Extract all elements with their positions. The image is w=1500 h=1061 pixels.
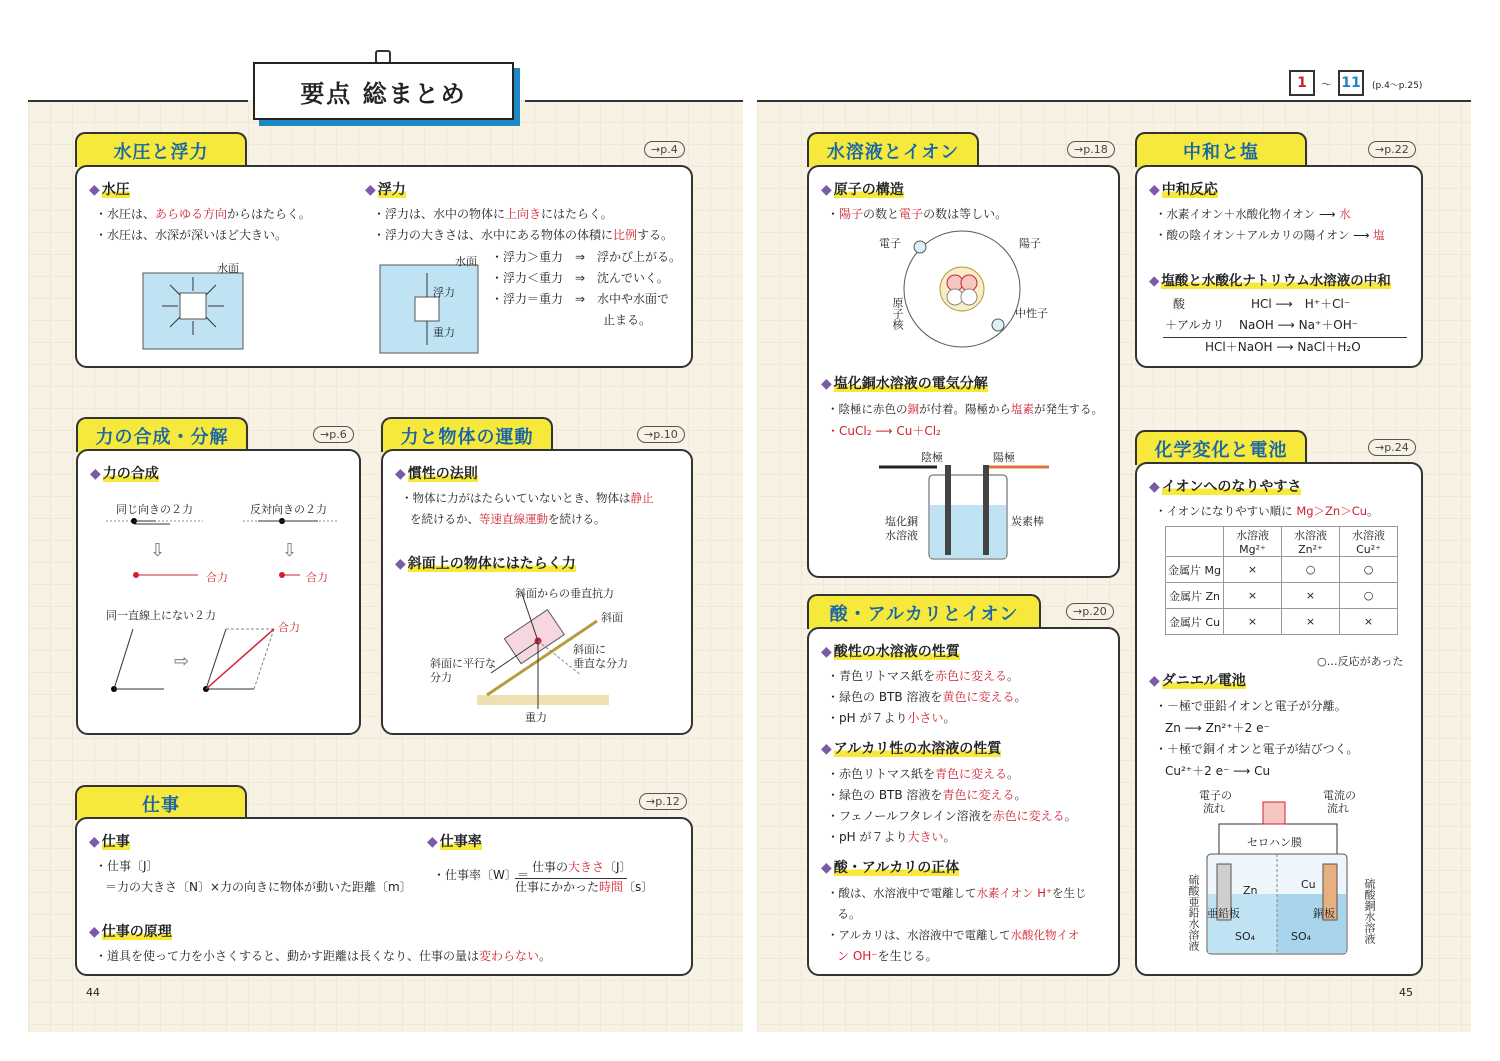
- label-gravity-slope: 重力: [525, 711, 547, 724]
- heading-gousei: ◆ 力の合成: [90, 463, 159, 483]
- table-row-label: 金属片 Mg: [1166, 557, 1224, 583]
- page-title: 要点 総まとめ: [253, 62, 514, 120]
- table-cell: ×: [1282, 583, 1340, 609]
- table-cell: ×: [1340, 609, 1398, 635]
- table-cell: ○: [1340, 557, 1398, 583]
- label-parallel-2: 分力: [430, 671, 452, 684]
- label-neutron: 中性子: [1015, 307, 1048, 320]
- table-header: 水溶液 Zn²⁺: [1282, 527, 1340, 557]
- text-kansei-2: を続けるか、等速直線運動を続ける。: [410, 512, 606, 526]
- tab-sanalk: 酸・アルカリとイオン: [807, 594, 1041, 629]
- table-cell: ○: [1282, 557, 1340, 583]
- text-compare-3: ・浮力＝重力 ⇒ 水中や水面で: [491, 292, 670, 306]
- ion-tendency-table: [1165, 526, 1398, 635]
- ref-p24[interactable]: →p.24: [1368, 439, 1416, 456]
- label-electron: 電子: [879, 237, 901, 250]
- table-row-label: 金属片 Cu: [1166, 609, 1224, 635]
- label-electron-flow-1: 電子の: [1199, 789, 1232, 802]
- label-not-collinear: 同一直線上にない２力: [106, 609, 216, 622]
- ref-p22[interactable]: →p.22: [1368, 141, 1416, 158]
- ref-p12[interactable]: →p.12: [639, 793, 687, 810]
- text-neutral-eq: HCl＋NaOH ⟶ NaCl＋H₂O: [1205, 340, 1361, 354]
- text-compare-1: ・浮力＞重力 ⇒ 浮かび上がる。: [491, 250, 682, 264]
- text-shotai-2b: ン OH⁻を生じる。: [837, 949, 938, 963]
- label-resultant-2: 合力: [306, 571, 328, 584]
- heading-chuwa: ◆ 中和反応: [1149, 179, 1218, 199]
- fraction-denominator: 仕事にかかった時間〔s〕: [515, 880, 654, 894]
- label-electron-flow-2: 流れ: [1203, 802, 1225, 815]
- label-carbon-rod: 炭素棒: [1011, 515, 1044, 528]
- heading-ensan: ◆ 塩酸と水酸化ナトリウム水溶液の中和: [1149, 269, 1391, 289]
- label-zinc-sulfate: 硫酸亜鉛水溶液: [1187, 874, 1200, 951]
- page-number-left: 44: [86, 986, 100, 999]
- table-header: 水溶液 Cu²⁺: [1340, 527, 1398, 557]
- heading-genri: ◆ 仕事の原理: [89, 921, 172, 941]
- label-cellophane: セロハン膜: [1247, 836, 1302, 849]
- table-corner: [1166, 527, 1224, 557]
- tab-undou: 力と物体の運動: [381, 417, 553, 452]
- card-ion: [807, 165, 1120, 578]
- text-chuwa-1: ・水素イオン＋水酸化物イオン ⟶ 水: [1155, 207, 1351, 221]
- card-undou: [381, 449, 693, 735]
- label-perp-2: 垂直な分力: [573, 657, 628, 670]
- text-kansei-1: ・物体に力がはたらいていないとき、物体は静止: [401, 491, 654, 505]
- ref-p6[interactable]: →p.6: [313, 426, 354, 443]
- label-solution-2: 水溶液: [885, 529, 918, 542]
- ref-p20[interactable]: →p.20: [1066, 603, 1114, 620]
- svg-text:⇨: ⇨: [174, 651, 190, 672]
- heading-ion-nari: ◆ イオンへのなりやすさ: [1149, 476, 1301, 496]
- range-from-box: 1: [1289, 70, 1315, 96]
- label-slope: 斜面: [601, 611, 623, 624]
- heading-shigotoritsu: ◆ 仕事率: [427, 831, 482, 851]
- text-sansei-3: ・pH が７より小さい。: [827, 711, 956, 725]
- label-copper-plate: 銅板: [1313, 907, 1335, 920]
- card-chikara: [76, 449, 361, 735]
- ref-p18[interactable]: →p.18: [1067, 141, 1115, 158]
- label-resultant-1: 合力: [206, 571, 228, 584]
- range-tilde: 〜: [1321, 78, 1332, 91]
- text-compare-2: ・浮力＜重力 ⇒ 沈んでいく。: [491, 271, 669, 285]
- text-chuwa-2: ・酸の陰イオン＋アルカリの陽イオン ⟶ 塩: [1155, 228, 1385, 242]
- label-perp-1: 斜面に: [573, 643, 606, 656]
- label-current-flow-2: 流れ: [1327, 802, 1349, 815]
- ref-p4[interactable]: →p.4: [644, 141, 685, 158]
- text-shotai-2: ・アルカリは、水溶液中で電離して水酸化物イオ: [827, 928, 1080, 942]
- label-proton: 陽子: [1019, 237, 1041, 250]
- electrolysis-diagram: [879, 455, 1059, 565]
- text-alkali-label: ＋アルカリ: [1165, 318, 1225, 332]
- heading-alkali: ◆ アルカリ性の水溶液の性質: [821, 738, 1001, 758]
- heading-furyoku: ◆ 浮力: [365, 179, 406, 199]
- tab-chuwa: 中和と塩: [1135, 132, 1307, 167]
- card-sanalk: [807, 627, 1120, 976]
- text-shigoto-2: ＝力の大きさ〔N〕×力の向きに物体が動いた距離〔m〕: [105, 880, 412, 894]
- label-parallel-1: 斜面に平行な: [430, 657, 496, 670]
- range-to-box: 11: [1338, 70, 1364, 96]
- svg-text:⇩: ⇩: [282, 540, 298, 561]
- text-sansei-1: ・青色リトマス紙を赤色に変える。: [827, 669, 1020, 683]
- atom-diagram: [899, 227, 1029, 357]
- page-number-right: 45: [1399, 986, 1413, 999]
- table-header: 水溶液 Mg²⁺: [1224, 527, 1282, 557]
- tab-ion: 水溶液とイオン: [807, 132, 979, 167]
- table-cell: ×: [1224, 583, 1282, 609]
- label-water-surface-1: 水面: [217, 262, 239, 275]
- label-zn-ion: Zn: [1243, 884, 1258, 897]
- text-suiatsu-2: ・水圧は、水深が深いほど大きい。: [95, 228, 288, 242]
- text-daniell-4: Cu²⁺＋2 e⁻ ⟶ Cu: [1165, 764, 1271, 778]
- heading-shotai: ◆ 酸・アルカリの正体: [821, 857, 959, 877]
- text-alkali-3: ・フェノールフタレイン溶液を赤色に変える。: [827, 809, 1077, 823]
- text-shotai-1b: る。: [837, 907, 862, 921]
- card-chuwa: [1135, 165, 1423, 368]
- text-daniell-3: ・＋極で銅イオンと電子が結びつく。: [1155, 742, 1359, 756]
- daniell-cell-diagram: [1197, 794, 1357, 964]
- label-cu-ion: Cu: [1301, 878, 1316, 891]
- table-cell: ×: [1224, 609, 1282, 635]
- table-row-label: 金属片 Zn: [1166, 583, 1224, 609]
- text-alkali-1: ・赤色リトマス紙を青色に変える。: [827, 767, 1020, 781]
- force-composition-diagram: [78, 511, 363, 701]
- text-ion-order: ・イオンになりやすい順に Mg＞Zn＞Cu。: [1155, 504, 1379, 518]
- label-current-flow-1: 電流の: [1323, 789, 1356, 802]
- header-rule-left: [28, 100, 248, 102]
- text-daniell-1: ・－極で亜鉛イオンと電子が分離。: [1155, 699, 1347, 713]
- text-denki-1: ・陰極に赤色の銅が付着。陽極から塩素が発生する。: [827, 402, 1103, 416]
- text-alkali-4: ・pH が７より大きい。: [827, 830, 956, 844]
- table-cell: ○: [1340, 583, 1398, 609]
- text-shotai-1: ・酸は、水溶液中で電離して水素イオン H⁺を生じ: [827, 886, 1087, 900]
- tab-chikara: 力の合成・分解: [76, 417, 248, 452]
- text-shigotoritsu: ・仕事率〔W〕＝: [433, 868, 529, 882]
- label-gravity: 重力: [433, 326, 455, 339]
- label-opposite-direction: 反対向きの２力: [250, 503, 327, 516]
- label-anode: 陽極: [993, 451, 1015, 464]
- text-denki-eq: ・CuCl₂ ⟶ Cu＋Cl₂: [827, 424, 941, 438]
- heading-denki-bunkai: ◆ 塩化銅水溶液の電気分解: [821, 373, 988, 393]
- tab-suiatsu: 水圧と浮力: [75, 132, 247, 167]
- text-genri: ・道具を使って力を小さくすると、動かす距離は長くなり、仕事の量は変わらない。: [95, 949, 552, 963]
- tab-denchi: 化学変化と電池: [1135, 430, 1307, 465]
- label-copper-sulfate: 硫酸銅水溶液: [1363, 878, 1376, 944]
- table-cell: ×: [1282, 609, 1340, 635]
- header-rule-mid: [525, 100, 743, 102]
- svg-text:⇩: ⇩: [150, 540, 166, 561]
- text-alkali-eq: NaOH ⟶ Na⁺＋OH⁻: [1239, 318, 1359, 332]
- range-pages: (p.4〜p.25): [1372, 81, 1423, 91]
- text-furyoku-1: ・浮力は、水中の物体に上向きにはたらく。: [373, 207, 613, 221]
- header-rule-right: [757, 100, 1471, 102]
- text-furyoku-2: ・浮力の大きさは、水中にある物体の体積に比例する。: [373, 228, 674, 242]
- text-shigoto-1: ・仕事〔J〕: [95, 859, 159, 873]
- label-so4-right: SO₄: [1291, 930, 1312, 943]
- label-water-surface-2: 水面: [455, 255, 477, 268]
- tab-shigoto: 仕事: [75, 785, 247, 820]
- label-solution-1: 塩化銅: [885, 515, 918, 528]
- label-zinc-plate: 亜鉛板: [1207, 907, 1240, 920]
- card-denchi: [1135, 462, 1423, 976]
- label-resultant-3: 合力: [278, 621, 300, 634]
- heading-kansei: ◆ 慣性の法則: [395, 463, 478, 483]
- text-acid-eq: HCl ⟶ H⁺＋Cl⁻: [1251, 297, 1351, 311]
- table-cell: ×: [1224, 557, 1282, 583]
- heading-shigoto: ◆ 仕事: [89, 831, 130, 851]
- text-genshi: ・陽子の数と電子の数は等しい。: [827, 207, 1008, 221]
- label-cathode: 陰極: [921, 451, 943, 464]
- text-sansei-2: ・緑色の BTB 溶液を黄色に変える。: [827, 690, 1027, 704]
- fraction-numerator: 仕事の大きさ〔J〕: [532, 860, 632, 874]
- label-normal-force: 斜面からの垂直抗力: [515, 587, 614, 600]
- text-acid-label: 酸: [1173, 297, 1186, 311]
- text-suiatsu-1: ・水圧は、あらゆる方向からはたらく。: [95, 207, 311, 221]
- table-note: ○…反応があった: [1317, 655, 1404, 668]
- label-nucleus: 原子核: [891, 297, 904, 330]
- label-buoyancy: 浮力: [433, 286, 455, 299]
- text-daniell-2: Zn ⟶ Zn²⁺＋2 e⁻: [1165, 721, 1270, 735]
- card-suiatsu: [75, 165, 693, 368]
- text-compare-3b: 止まる。: [603, 313, 652, 327]
- label-so4-left: SO₄: [1235, 930, 1256, 943]
- heading-suiatsu: ◆ 水圧: [89, 179, 130, 199]
- heading-daniell: ◆ ダニエル電池: [1149, 670, 1246, 690]
- ref-p10[interactable]: →p.10: [637, 426, 685, 443]
- text-alkali-2: ・緑色の BTB 溶液を青色に変える。: [827, 788, 1027, 802]
- heading-sansei: ◆ 酸性の水溶液の性質: [821, 641, 960, 661]
- card-shigoto: [75, 817, 693, 976]
- heading-genshi: ◆ 原子の構造: [821, 179, 904, 199]
- heading-shamen: ◆ 斜面上の物体にはたらく力: [395, 553, 576, 573]
- label-same-direction: 同じ向きの２力: [116, 503, 193, 516]
